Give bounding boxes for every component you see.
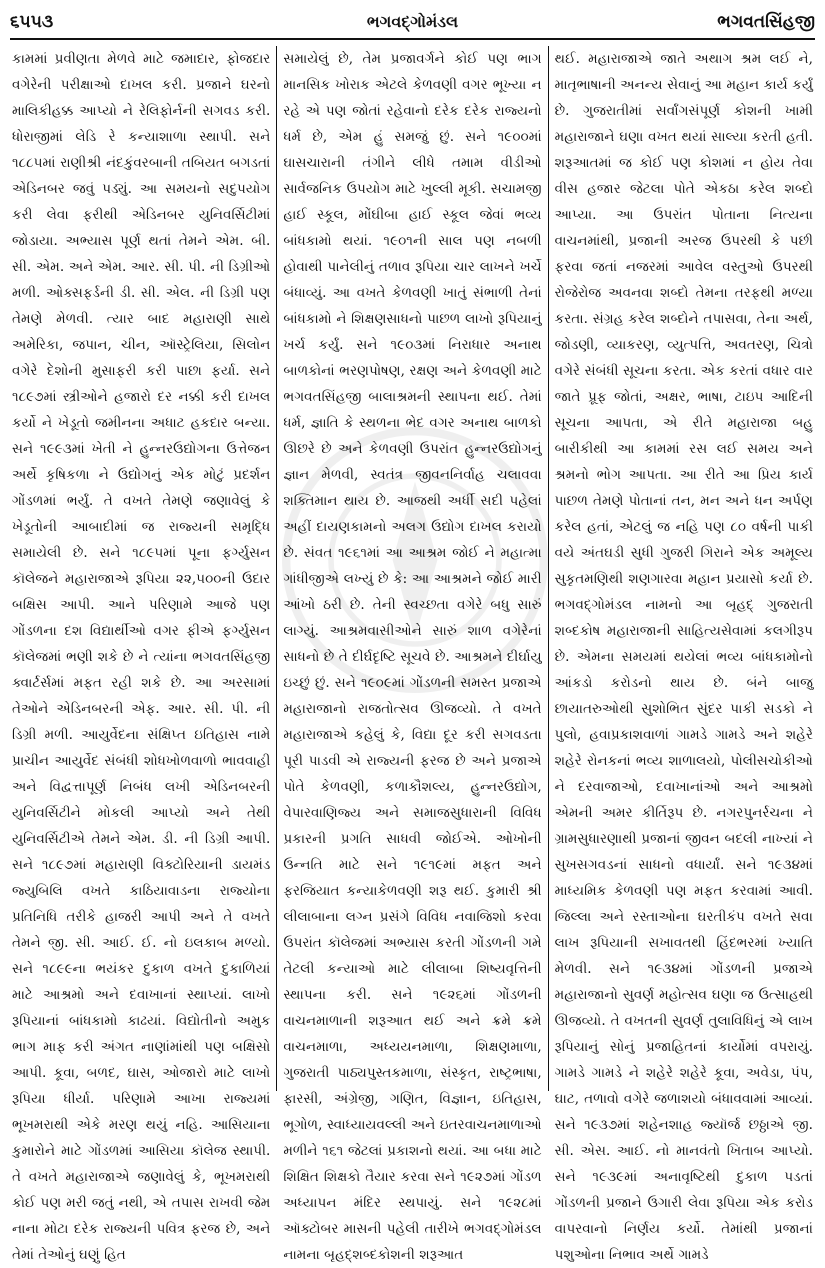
text-columns xyxy=(10,46,815,1263)
book-title: ભગવદ્ગોમંડલ xyxy=(366,12,459,31)
page-header xyxy=(10,6,815,40)
page-number: ૬૫૫૩ xyxy=(10,12,54,32)
column-text: સમાયેલું છે, તેમ પ્રજાવર્ગને કોઈ પણ ભાગ માનસિક ખોરાક એટલે કેળવણી વગર ભૂખ્યા ન રહે એ પણ જોતાં રહેવાનો દરેક દરેક રાજ્યનો ધર્મ છે, એમ હું સમજું છું. સને ૧૯૦૦માં ઘાસચારાની તંગીને લીધે તમામ વીડીઓ સાર્વજનિક ઉપયોગ માટે ખુલ્લી મૂકી. સચામજી હાઈ સ્કૂલ, મોંઘીબા હાઈ સ્કૂલ જેવાં ભવ્ય બાંધકામો થયાં. ૧૯૦૧ની સાલ પણ નબળી હોવાથી પાનેલીનું તળાવ રૂપિયા ચાર લાખને ખર્ચે બંધાવ્યું. આ વખતે કેળવણી ખાતું સંભાળી તેનાં બાંધકામો ને શિક્ષણસાધનો પાછળ લાખો રૂપિયાનું ખર્ચ કર્યું. સને ૧૯૦૩માં નિરાધાર અનાથ બાળકોનાં ભરણપોષણ, રક્ષણ અને કેળવણી માટે ભગવતસિંહજી બાલાશ્રમની સ્થાપના થઈ. તેમાં ધર્મ, જ્ઞાતિ કે સ્થળના ભેદ વગર અનાથ બાળકો ઊછરે છે અને કેળવણી ઉપરાંત હુન્નરઉદ્યોગનું જ્ઞાન મેળવી, સ્વતંત્ર જીવનનિર્વાહ ચલાવવા શક્તિમાન થાય છે. આજથી અર્ધી સદી પહેલાં અહીં દાયણકામનો અલગ ઉદ્યોગ દાખલ કરાયો છે. સંવત ૧૯૬૧માં આ આશ્રમ જોઈ ને મહાત્મા ગાંધીજીએ લખ્યું છે કે: આ આશ્રમને જોઈ મારી આંખો ઠરી છે. તેની સ્વચ્છતા વગેરે બધુ સારું લાગ્યું. આશ્રમવાસીઓને સારું શાળ વગેરેનાં સાધનો છે તે દીર્ઘદૃષ્ટિ સૂચવે છે. આશ્રમને દીર્ઘાયુ ઇચ્છું છું. સને ૧૯૦૯માં ગોંડળની સમસ્ત પ્રજાએ મહારાજાનો રાજતોત્સવ ઊજવ્યો. તે વખતે મહારાજાએ કહેલું કે, વિદ્યા દૂર કરી સગવડતા પૂરી પાડવી એ રાજ્યની ફરજ છે અને પ્રજાએ પોતે કેળવણી, કળાકૌશલ્ય, હુન્નરઉદ્યોગ, વેપારવાણિજ્ય અને સમાજસુધારાની વિવિધ પ્રકારની પ્રગતિ સાધવી જોઈએ. ઓખોની ઉન્નતિ માટે સને ૧૯૧૯માં મફત અને ફરજિયાત કન્યાકેળવણી શરૂ થઈ. કુમારી શ્રી લીલાબાના લગ્ન પ્રસંગે વિવિધ નવાજિશો કરવા ઉપરાંત કૉલેજમાં અભ્યાસ કરતી ગોંડળની ગમે તેટલી કન્યાઓ માટે લીલાબા શિષ્યવૃત્તિની સ્થાપના કરી. સને ૧૯૨૬માં ગોંડળની વાચનમાળાની શરૂઆત થઈ અને ક્રમે ક્રમે વાચનમાળા, અધ્યયનમાળા, શિક્ષણમાળા, ગુજરાતી પાઠ્યપુસ્તકમાળા, સંસ્કૃત, રાષ્ટ્રભાષા, ફારસી, અંગ્રેજી, ગણિત, વિજ્ઞાન, ઇતિહાસ, ભૂગોળ, સ્વાધ્યાયવલ્લી અને ઇતરવાચનમાળાઓ મળીને ૧૬૧ જેટલાં પ્રકાશનો થયાં. આ બધા માટે શિક્ષિત શિક્ષકો તૈયાર કરવા સને ૧૯૨૭માં ગોંડળ અધ્યાપન મંદિર સ્થપાયું. સને ૧૯૨૮માં ઑક્ટોબર માસની પહેલી તારીખે ભગવદ્ગોમંડલ નામના બૃહદ્શબ્દકોશની શરૂઆત xyxy=(283,51,542,1263)
column-text: કામમાં પ્રવીણતા મેળવે માટે જમાદાર, ફોજદાર વગેરેની પરીક્ષાઓ દાખલ કરી. પ્રજાને ઘરનો માલિકીહક્ક આપ્યો ને રેલિફોર્નની સગવડ કરી. ધોરાજીમાં લેડિ રે કન્યાશાળા સ્થાપી. સને ૧૮૮૫માં રાણીશ્રી નંદકુંવરબાની તબિયત બગડતાં એડિનબર જવું પડ્યું. આ સમયનો સદુપયોગ કરી લેવા ફરીથી એડિનબર યુનિવર્સિટીમાં જોડાયા. અભ્યાસ પૂર્ણ થતાં તેમને એમ. બી. સી. એમ. અને એમ. આર. સી. પી. ની ડિગ્રીઓ મળી. ઓક્સફર્ડની ડી. સી. એલ. ની ડિગ્રી પણ તેમણે મેળવી. ત્યાર બાદ મહારાણી સાથે અમેરિકા, જપાન, ચીન, ઑસ્ટ્રેલિયા, સિલોન વગેરે દેશોની મુસાફરી કરી પાછા ફર્યા. સને ૧૮૯૭માં સ્ત્રીઓને હજારો દર નક્કી કરી દાખલ કર્યો ને ખેડૂતો જમીનના અધાટ હકદાર બન્યા. સને ૧૯૯૩માં ખેતી ને હુન્નરઉદ્યોગના ઉત્તેજન અર્થે કૃષિકળા ને ઉદ્યોગનું એક મોટું પ્રદર્શન ગોંડળમાં ભર્યું. તે વખતે તેમણે જણાવેલું કે ખેડૂતોની આબાદીમાં જ રાજ્યની સમૃદ્ધિ સમાયેલી છે. સને ૧૮૯૫માં પૂના ફર્ગ્યુસન કૉલેજને મહારાજાએ રૂપિયા ૨૨,૫૦૦ની ઉદાર બક્ષિસ આપી. આને પરિણામે આજે પણ ગોંડળના દશ વિદ્યાર્થીઓ વગર ફીએ ફર્ગ્યુસન કૉલેજમાં ભણી શકે છે ને ત્યાંના ભગવતસિંહજી ક્વાર્ટર્સમાં મફત રહી શકે છે. આ અરસામાં તેઓને એડિનબરની એફ. આર. સી. પી. ની ડિગ્રી મળી. આયુર્વેદના સંક્ષિપ્ત ઇતિહાસ નામે પ્રાચીન આયુર્વેદ સંબંધી શોધખોળવાળો ભાવવાહી અને વિદ્વત્તાપૂર્ણ નિબંધ લખી એડિનબરની યુનિવર્સિટીને મોકલી આપ્યો અને તેથી યુનિવર્સિટીએ તેમને એમ. ડી. ની ડિગ્રી આપી. સને ૧૮૯૭માં મહારાણી વિક્ટોરિયાની ડાયમંડ જ્યુબિલિ વખતે કાઠિયાવાડના રાજ્યોના પ્રતિનિધિ તરીકે હાજરી આપી અને તે વખતે તેમને જી. સી. આઈ. ઈ. નો ઇલકાબ મળ્યો. સને ૧૮૯૯ના ભયંકર દુકાળ વખતે દુકાળિયાં માટે આશ્રમો અને દવાખાનાં સ્થાપ્યાં. લાખો રૂપિયાનાં બાંધકામો કાઢયાં. વિદ્યોતીનો અમુક ભાગ માફ કરી અંગત નાણાંમાંથી પણ બક્ષિસો આપી. કૂવા, બળદ, ઘાસ, ઓજારો માટે લાખો રૂપિયા ધીર્યા. પરિણામે આખા રાજ્યમાં ભૂખમરાથી એકે મરણ થયું નહિ. આસિયાના કુમારોને માટે ગોંડળમાં આસિયા કૉલેજ સ્થાપી. તે વખતે મહારાજાએ જણાવેલું કે, ભૂખમરાથી કોઈ પણ મરી જતું નથી, એ તપાસ રાખવી જેમ નાના મોટા દરેક રાજ્યની પવિત્ર ફરજ છે, અને તેમાં તેઓનું ઘણું હિત xyxy=(12,51,271,1263)
text-column-2 xyxy=(277,46,547,1263)
text-column-1 xyxy=(10,46,276,1263)
text-column-3 xyxy=(549,46,815,1263)
column-text: થઈ. મહારાજાએ જાતે અથાગ શ્રમ લઈ ને, માતૃભાષાની અનન્ય સેવાનું આ મહાન કાર્ય કર્યું છે. ગુજરાતીમાં સર્વાંગસંપૂર્ણ કોશની ખામી મહારાજાને ઘણા વખત થયાં સાલ્યા કરતી હતી. શરૂઆતમાં જ કોઈ પણ કોશમાં ન હોય તેવા વીસ હજાર જેટલા પોતે એકઠા કરેલ શબ્દો આપ્યા. આ ઉપરાંત પોતાના નિત્યના વાચનમાંથી, પ્રજાની અરજ ઉપરથી કે પછી ફરવા જતાં નજરમાં આવેલ વસ્તુઓ ઉપરથી રોજેરોજ અવનવા શબ્દો તેમના તરફથી મળ્યા કરતા. સંગ્રહ કરેલ શબ્દોને તપાસવા, તેના અર્થ, જોડણી, વ્યાકરણ, વ્યુત્પત્તિ, અવતરણ, ચિત્રો વગેરે સંબંધી સૂચના કરતા. એક કરતાં વધાર વાર જાતે પ્રૂફ જોતાં, અક્ષર, ભાષા, ટાઇપ આદિની સૂચના આપતા, એ રીતે મહારાજા બહુ બારીકીથી આ કામમાં રસ લઈ સમય અને શ્રમનો ભોગ આપતા. આ રીતે આ પ્રિય કાર્ય પાછળ તેમણે પોતાનાં તન, મન અને ધન અર્પણ કરેલ હતાં, એટલું જ નહિ પણ ૮૦ વર્ષની પાકી વયે અંતઘડી સુધી ગુજરી ગિરાને એક અમૂલ્ય સુકૃતમણિથી શણગારવા મહાન પ્રયાસો કર્યા છે. ભગવદ્ગોમંડલ નામનો આ બૃહદ્ ગુજરાતી શબ્દકોષ મહારાજાની સાહિત્યસેવામાં કલગીરૂપ છે. એમના સમયમાં થયેલાં ભવ્ય બાંધકામોનો આંકડો કરોડનો થાય છે. બંને બાજુ છાયાતરુઓથી સુશોભિત સુંદર પાકી સડકો ને પુલો, હવાપ્રકાશવાળાં ગામડે ગામડે અને શહેરે શહેરે રોનકનાં ભવ્ય શાળાલયો, પોલીસચોકીઓ ને દરવાજાઓ, દવાખાનાંઓ અને આશ્રમો એમની અમર કીર્તિરૂપ છે. નગરપુનર્રચના ને ગ્રામસુધારણાથી પ્રજાનાં જીવન બદલી નાખ્યાં ને સુખસગવડનાં સાધનો વધાર્યાં. સને ૧૯૩૪માં માધ્યમિક કેળવણી પણ મફત કરવામાં આવી. જિલ્લા અને રસ્તાઓના ઘરતીકંપ વખતે સવા લાખ રૂપિયાની સખાવતથી હિંદભરમાં ખ્યાતિ મેળવી. સને ૧૯૩૪માં ગોંડળની પ્રજાએ મહારાજાનો સુવર્ણ મહોત્સવ ઘણા જ ઉત્સાહથી ઊજવ્યો. તે વખતની સુવર્ણ તુલાવિધિનું એ લાખ રૂપિયાનું સોનું પ્રજાહિતનાં કાર્યોમાં વપરાયું. ગામડે ગામડે ને શહેરે શહેરે કૂવા, અવેડા, પંપ, ઘાટ, તળાવો વગેરે જળાશયો બંધાવવામાં આવ્યાં. સને ૧૯૩૭માં શહેનશાહ જ્યૉર્જ છઠ્ઠાએ જી. સી. એસ. આઈ. નો માનવંતો ખિતાબ આપ્યો. સને ૧૯૩૯માં અનાવૃષ્ટિથી દુકાળ પડતાં ગોંડળની પ્રજાને ઉગારી લેવા રૂપિયા એક કરોડ વાપરવાનો નિર્ણય કર્યો. તેમાંથી પ્રજાનાં પશુઓના નિભાવ અર્થે ગામડે xyxy=(554,51,813,1263)
entry-title: ભગવતસિંહજી xyxy=(717,12,815,32)
